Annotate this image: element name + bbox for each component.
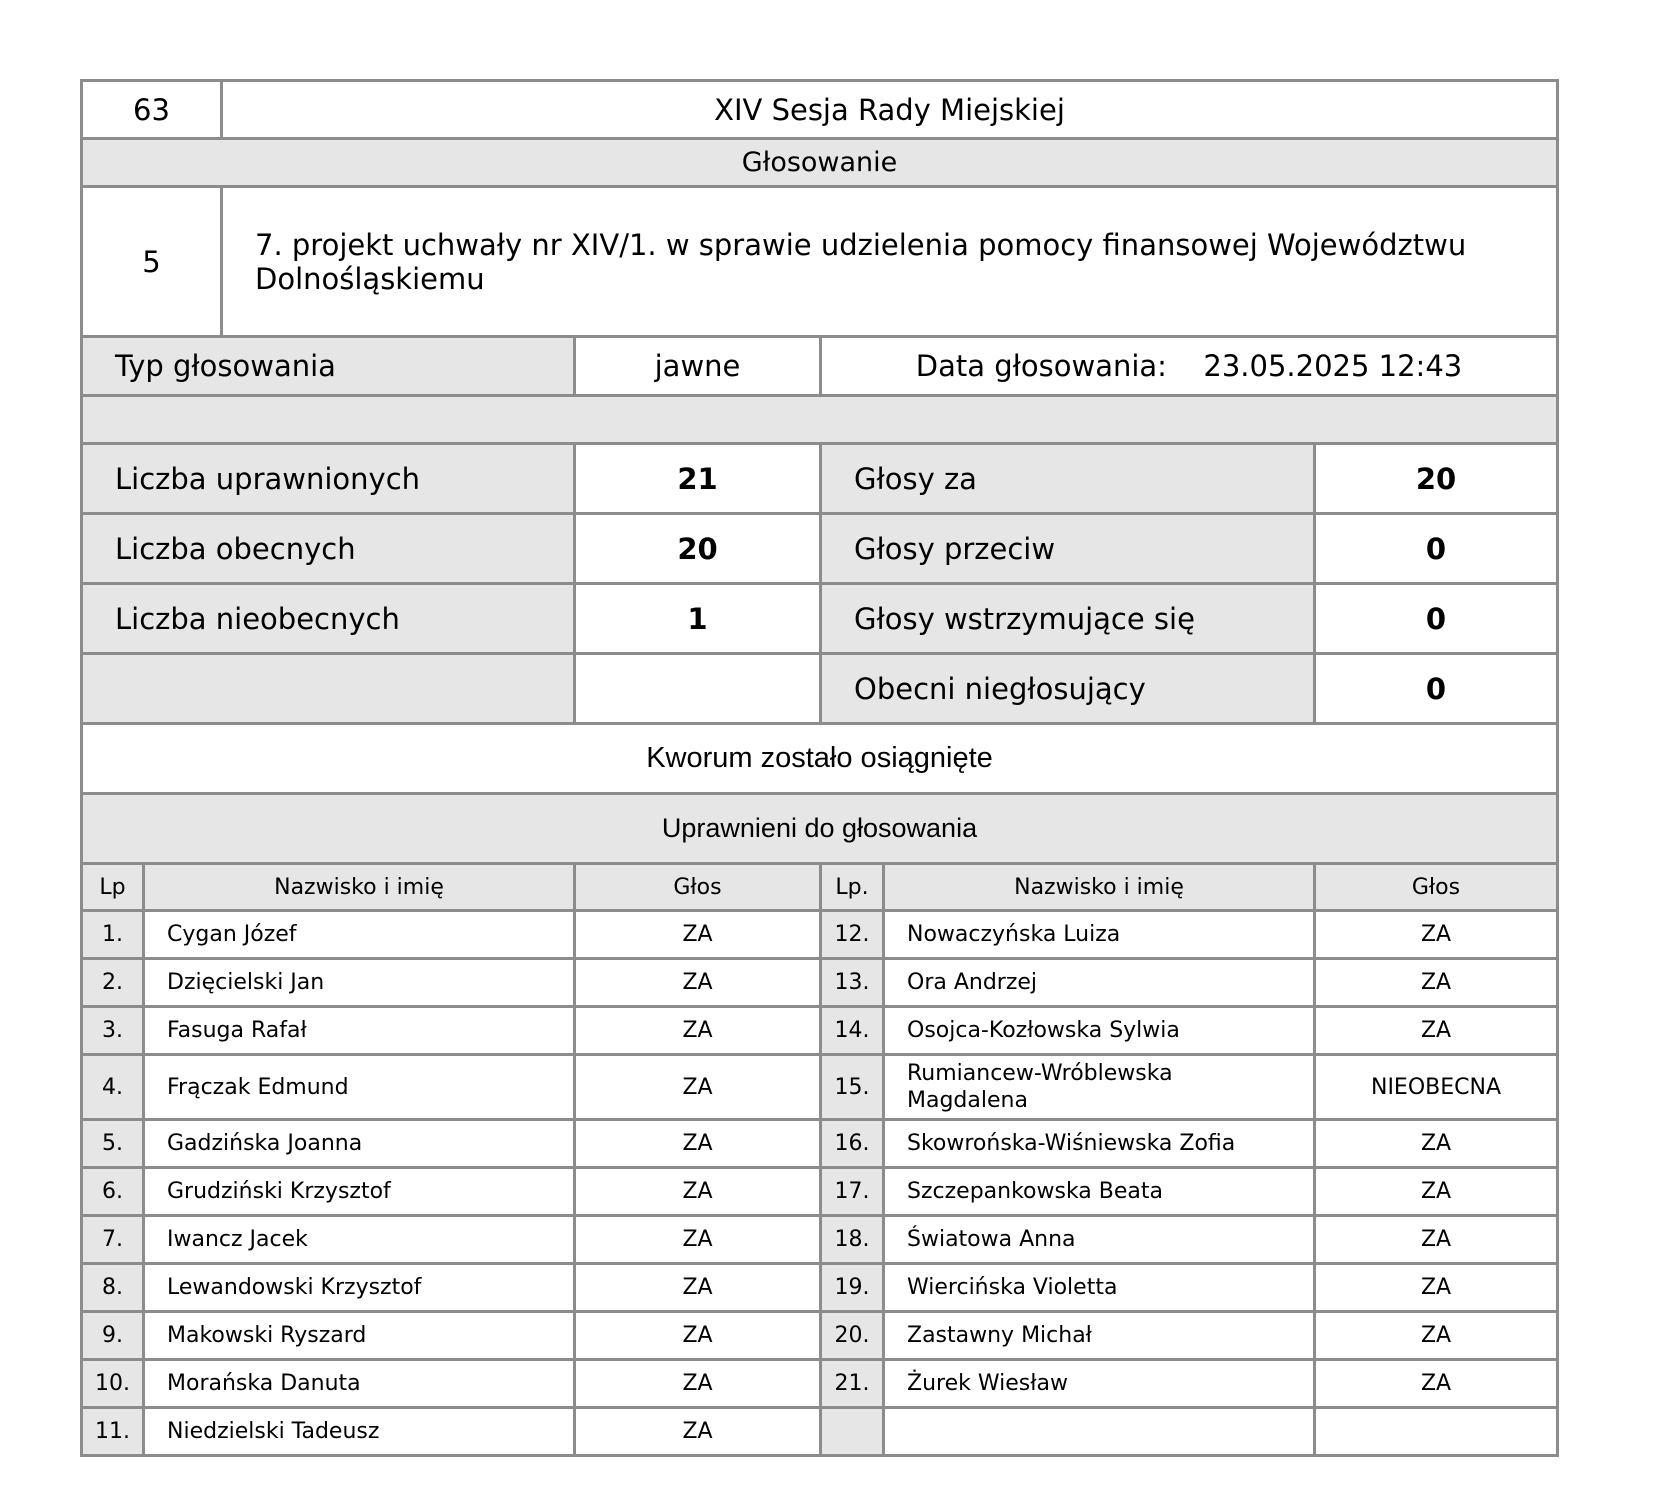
empty-stat-value: [575, 654, 821, 724]
present-value: 20: [575, 514, 821, 584]
vote-date-cell: [821, 337, 1558, 396]
table-row: [82, 1055, 1558, 1120]
row-vote: ZA: [575, 1312, 821, 1360]
row-vote: ZA: [1315, 1312, 1558, 1360]
header-name-left: Nazwisko i imię: [144, 864, 575, 911]
table-row: [82, 1216, 1558, 1264]
item-number: 5: [82, 187, 222, 337]
against-label: Głosy przeciw: [821, 514, 1315, 584]
row-vote: ZA: [1315, 911, 1558, 959]
header-lp-right: Lp.: [821, 864, 884, 911]
abstain-label: Głosy wstrzymujące się: [821, 584, 1315, 654]
row-vote: ZA: [575, 1408, 821, 1456]
vote-date-value: 23.05.2025 12:43: [1203, 349, 1463, 383]
row-name: Fasuga Rafał: [144, 1007, 575, 1055]
row-name: Niedzielski Tadeusz: [144, 1408, 575, 1456]
nonvoting-value: 0: [1315, 654, 1558, 724]
row-name: [884, 1408, 1315, 1456]
row-name: Lewandowski Krzysztof: [144, 1264, 575, 1312]
row-vote: [1315, 1408, 1558, 1456]
quorum-row: [80, 722, 1559, 795]
row-name: Światowa Anna: [884, 1216, 1315, 1264]
row-name: Rumiancew-Wróblewska Magdalena: [884, 1055, 1315, 1120]
row-lp: 12.: [821, 911, 884, 959]
row-vote: ZA: [575, 1216, 821, 1264]
absent-value: 1: [575, 584, 821, 654]
roster-title-row: [80, 792, 1559, 865]
row-lp: 20.: [821, 1312, 884, 1360]
for-value: 20: [1315, 444, 1558, 514]
agenda-item: [80, 185, 1559, 338]
table-row: [82, 1264, 1558, 1312]
session-title: XIV Sesja Rady Miejskiej: [222, 81, 1558, 139]
row-name: Frączak Edmund: [144, 1055, 575, 1120]
section-title: Głosowanie: [82, 139, 1558, 187]
row-lp: 5.: [82, 1120, 144, 1168]
header-vote-left: Głos: [575, 864, 821, 911]
row-name: Grudziński Krzysztof: [144, 1168, 575, 1216]
spacer-row: [80, 394, 1559, 445]
row-name: Iwancz Jacek: [144, 1216, 575, 1264]
vote-info: [80, 335, 1559, 397]
row-name: Morańska Danuta: [144, 1360, 575, 1408]
row-name: Gadzińska Joanna: [144, 1120, 575, 1168]
table-row: [82, 1007, 1558, 1055]
row-lp: 14.: [821, 1007, 884, 1055]
row-vote: ZA: [1315, 1120, 1558, 1168]
table-row: [82, 1408, 1558, 1456]
row-vote: ZA: [575, 1120, 821, 1168]
row-vote: ZA: [1315, 1007, 1558, 1055]
row-vote: ZA: [575, 1360, 821, 1408]
roster-table: [80, 862, 1559, 1457]
row-lp: 21.: [821, 1360, 884, 1408]
row-lp: 13.: [821, 959, 884, 1007]
against-value: 0: [1315, 514, 1558, 584]
row-name: Dzięcielski Jan: [144, 959, 575, 1007]
row-lp: 7.: [82, 1216, 144, 1264]
vote-type-label: Typ głosowania: [82, 337, 575, 396]
row-name: Szczepankowska Beata: [884, 1168, 1315, 1216]
row-lp: 18.: [821, 1216, 884, 1264]
row-lp: 4.: [82, 1055, 144, 1120]
row-lp: 19.: [821, 1264, 884, 1312]
row-name: Cygan Józef: [144, 911, 575, 959]
row-name: Makowski Ryszard: [144, 1312, 575, 1360]
header-lp-left: Lp: [82, 864, 144, 911]
row-vote: ZA: [575, 1264, 821, 1312]
vote-type-value: jawne: [575, 337, 821, 396]
entitled-label: Liczba uprawnionych: [82, 444, 575, 514]
quorum-status: Kworum zostało osiągnięte: [82, 724, 1558, 794]
row-lp: 9.: [82, 1312, 144, 1360]
row-vote: ZA: [1315, 1360, 1558, 1408]
row-vote: ZA: [1315, 959, 1558, 1007]
row-name: Ora Andrzej: [884, 959, 1315, 1007]
row-lp: [821, 1408, 884, 1456]
row-vote: ZA: [1315, 1168, 1558, 1216]
absent-label: Liczba nieobecnych: [82, 584, 575, 654]
row-name: Osojca-Kozłowska Sylwia: [884, 1007, 1315, 1055]
row-vote: ZA: [1315, 1264, 1558, 1312]
row-vote: ZA: [575, 1168, 821, 1216]
row-lp: 10.: [82, 1360, 144, 1408]
row-name: Wiercińska Violetta: [884, 1264, 1315, 1312]
row-lp: 2.: [82, 959, 144, 1007]
row-name: Żurek Wiesław: [884, 1360, 1315, 1408]
for-label: Głosy za: [821, 444, 1315, 514]
row-vote: ZA: [575, 1055, 821, 1120]
row-name: Nowaczyńska Luiza: [884, 911, 1315, 959]
table-row: [82, 1360, 1558, 1408]
stats-table: [80, 442, 1559, 725]
table-row: [82, 911, 1558, 959]
table-row: [82, 1120, 1558, 1168]
table-row: [82, 1168, 1558, 1216]
row-vote: ZA: [575, 1007, 821, 1055]
row-lp: 8.: [82, 1264, 144, 1312]
present-label: Liczba obecnych: [82, 514, 575, 584]
row-lp: 3.: [82, 1007, 144, 1055]
row-vote: ZA: [575, 911, 821, 959]
section-header: [80, 137, 1559, 188]
row-vote: ZA: [575, 959, 821, 1007]
empty-stat-label: [82, 654, 575, 724]
header-name-right: Nazwisko i imię: [884, 864, 1315, 911]
row-lp: 17.: [821, 1168, 884, 1216]
vote-date-label: Data głosowania:: [915, 349, 1167, 383]
roster-title: Uprawnieni do głosowania: [82, 794, 1558, 864]
voting-sheet: [80, 79, 1559, 1457]
spacer-cell: [82, 396, 1558, 444]
session-header: [80, 79, 1559, 140]
row-vote: ZA: [1315, 1216, 1558, 1264]
row-name: Skowrońska-Wiśniewska Zofia: [884, 1120, 1315, 1168]
entitled-value: 21: [575, 444, 821, 514]
table-row: [82, 959, 1558, 1007]
row-name: Zastawny Michał: [884, 1312, 1315, 1360]
session-number: 63: [82, 81, 222, 139]
item-title: 7. projekt uchwały nr XIV/1. w sprawie udzielenia pomocy finansowej Województwu Dolnośląskiemu: [222, 187, 1558, 337]
row-lp: 1.: [82, 911, 144, 959]
row-lp: 6.: [82, 1168, 144, 1216]
header-vote-right: Głos: [1315, 864, 1558, 911]
abstain-value: 0: [1315, 584, 1558, 654]
table-row: [82, 1312, 1558, 1360]
row-lp: 16.: [821, 1120, 884, 1168]
row-lp: 11.: [82, 1408, 144, 1456]
row-vote: NIEOBECNA: [1315, 1055, 1558, 1120]
nonvoting-label: Obecni niegłosujący: [821, 654, 1315, 724]
row-lp: 15.: [821, 1055, 884, 1120]
